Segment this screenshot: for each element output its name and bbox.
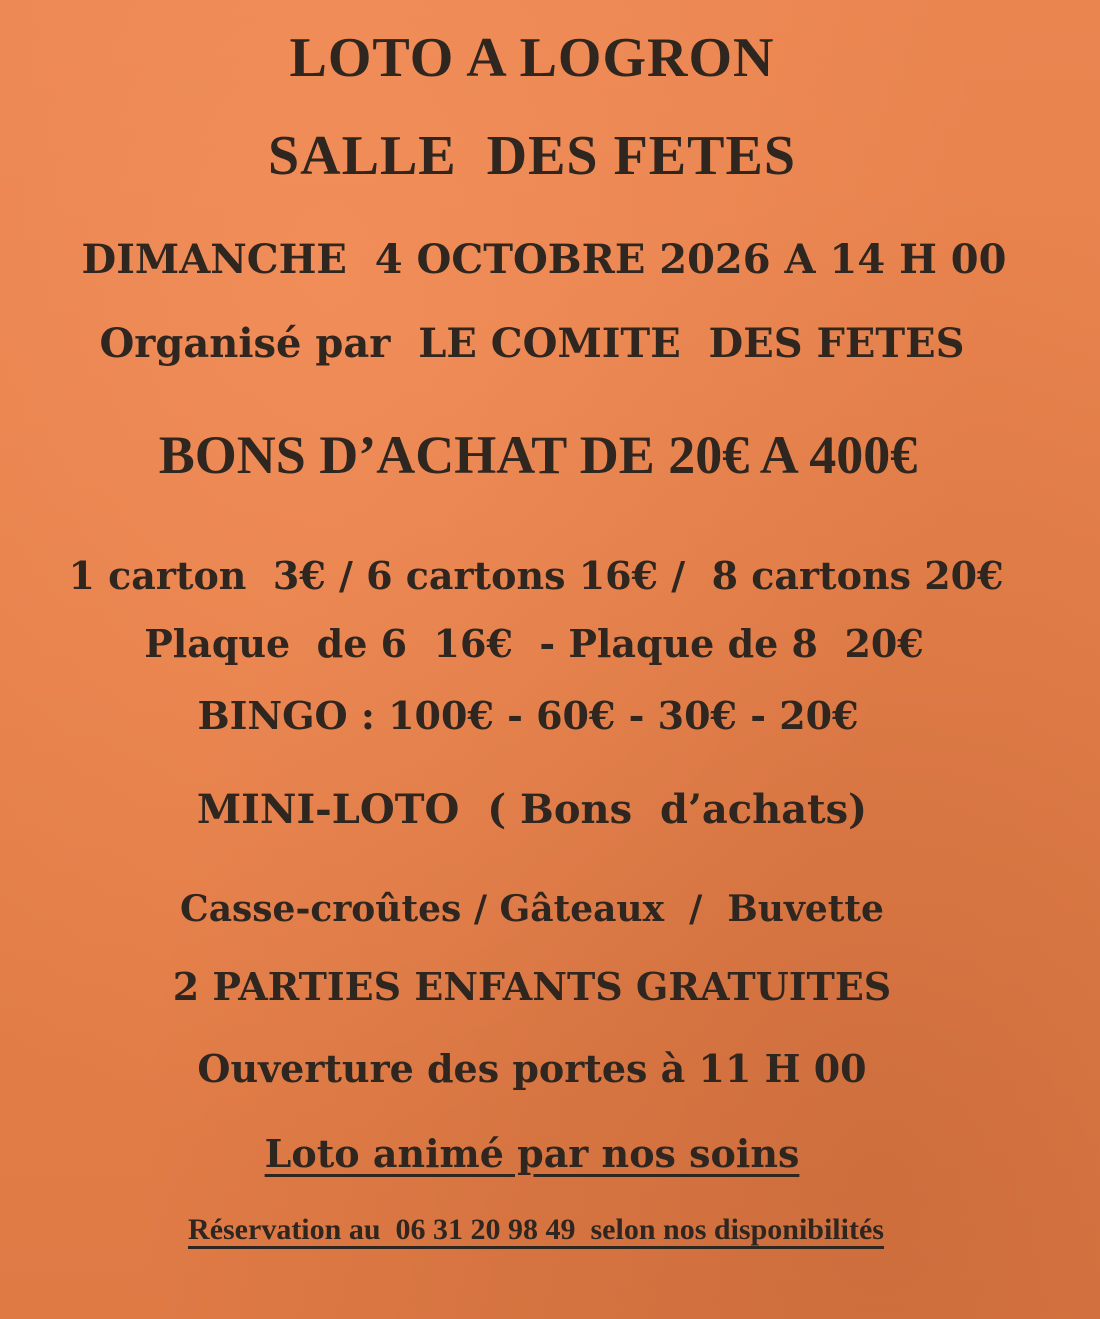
poster-venue: SALLE DES FETES xyxy=(268,125,796,187)
children-games: 2 PARTIES ENFANTS GRATUITES xyxy=(172,964,892,1009)
event-organizer: Organisé par LE COMITE DES FETES xyxy=(99,320,965,367)
bingo-prizes: BINGO : 100€ - 60€ - 30€ - 20€ xyxy=(197,693,859,738)
plate-pricing: Plaque de 6 16€ - Plaque de 8 20€ xyxy=(144,621,924,666)
reservation-note xyxy=(0,1215,1086,1245)
mini-loto: MINI-LOTO ( Bons d’achats) xyxy=(196,786,868,833)
reservation-text: Réservation au 06 31 20 98 49 selon nos disponibilités xyxy=(188,1213,884,1246)
poster-title: LOTO A LOGRON xyxy=(289,27,775,89)
doors-opening: Ouverture des portes à 11 H 00 xyxy=(197,1046,867,1091)
prize-range: BONS D’ACHAT DE 20€ A 400€ xyxy=(158,425,918,485)
host-note-text: Loto animé par nos soins xyxy=(264,1131,800,1176)
host-note xyxy=(0,1131,1082,1176)
event-date-time: DIMANCHE 4 OCTOBRE 2026 A 14 H 00 xyxy=(81,236,1007,283)
card-pricing: 1 carton 3€ / 6 cartons 16€ / 8 cartons 20€ xyxy=(68,553,1004,598)
food-and-drinks: Casse-croûtes / Gâteaux / Buvette xyxy=(180,888,884,930)
